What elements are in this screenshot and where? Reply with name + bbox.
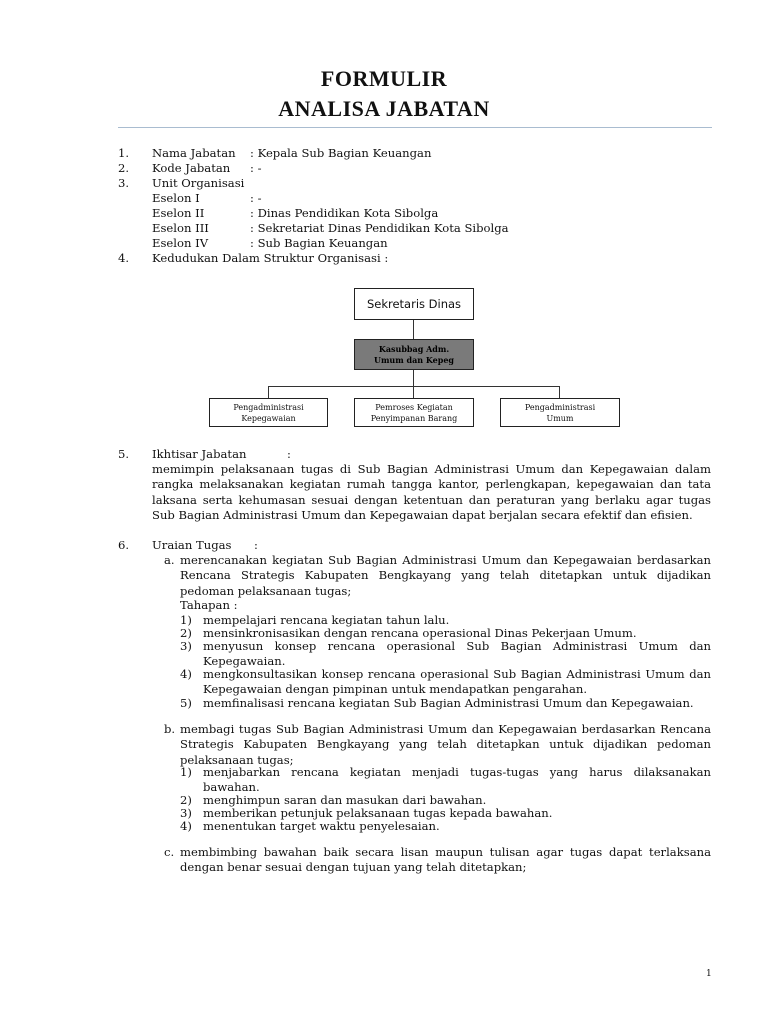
step-number: 5) <box>180 696 192 710</box>
section-number: 6. <box>118 538 130 552</box>
org-box-child-line1: Pemroses Kegiatan <box>375 403 453 412</box>
field-label-kedudukan: Kedudukan Dalam Struktur Organisasi : <box>152 251 389 265</box>
step-text: menjabarkan rencana kegiatan menjadi tugas-tugas yang harus dilaksanakan bawahan. <box>203 765 711 795</box>
org-box-child <box>500 398 620 427</box>
org-box-child <box>354 398 474 427</box>
section-number: 5. <box>118 447 130 461</box>
tahapan-label: Tahapan : <box>180 598 238 612</box>
field-value-eselon-2: : Dinas Pendidikan Kota Sibolga <box>250 206 439 220</box>
step-text: mengkonsultasikan konsep rencana operasional Sub Bagian Administrasi Umum dan Kepegawaian dengan pimpinan untuk mendapatkan pengarahan. <box>203 667 711 697</box>
task-c-text: membimbing bawahan baik secara lisan maupun tulisan agar tugas dapat terlaksana dengan benar sesuai dengan tujuan yang telah ditetapkan; <box>180 845 711 875</box>
item-number: 1. <box>118 146 130 160</box>
step-text: mempelajari rencana kegiatan tahun lalu. <box>203 613 450 627</box>
task-a-text: merencanakan kegiatan Sub Bagian Administrasi Umum dan Kepegawaian berdasarkan Rencana Strategis Kabupaten Bengkayang yang telah ditetapkan untuk dijadikan pedoman pelaksanaan tugas; <box>180 553 711 598</box>
step-text: menyusun konsep rencana operasional Sub Bagian Administrasi Umum dan Kepegawaian. <box>203 639 711 669</box>
field-label-eselon-2: Eselon II <box>152 206 205 220</box>
org-box-child <box>209 398 328 427</box>
org-box-child-line1: Pengadministrasi <box>233 403 304 412</box>
title-divider <box>118 127 712 128</box>
ikhtisar-text: memimpin pelaksanaan tugas di Sub Bagian Administrasi Umum dan Kepegawaian dalam rangka melaksanakan kegiatan rumah tangga kantor, perlengkapan, kepegawaian dan tata laksana serta kehumasan sesuai dengan ketentuan dan peraturan yang berlaku agar tugas Sub Bagian Administrasi Umum dan Kepegawaian dapat berjalan secara efektif dan efisien. <box>152 462 711 522</box>
org-box-kasubbag-line2: Umum dan Kepeg <box>373 355 455 365</box>
item-number: 4. <box>118 251 130 265</box>
task-b-text: membagi tugas Sub Bagian Administrasi Umum dan Kepegawaian berdasarkan Rencana Strategis Kabupaten Bengkayang yang telah ditetapkan untuk dijadikan pedoman pelaksanaan tugas; <box>180 722 711 767</box>
field-label-eselon-1: Eselon I <box>152 191 200 205</box>
form-title: FORMULIR <box>320 66 448 91</box>
item-number: 2. <box>118 161 130 175</box>
section-label-uraian: Uraian Tugas <box>152 538 232 552</box>
task-letter-c: c. <box>164 845 175 859</box>
org-connector <box>268 386 560 387</box>
org-box-child-line1: Pengadministrasi <box>524 403 596 412</box>
step-text: menghimpun saran dan masukan dari bawahan. <box>203 793 487 807</box>
org-box-kasubbag <box>354 339 474 370</box>
step-text: mensinkronisasikan dengan rencana operasional Dinas Pekerjaan Umum. <box>203 626 637 640</box>
step-number: 1) <box>180 765 192 779</box>
field-label-unit-organisasi: Unit Organisasi <box>152 176 245 190</box>
step-number: 4) <box>180 667 192 681</box>
form-subtitle: ANALISA JABATAN <box>278 96 490 121</box>
step-number: 3) <box>180 806 192 820</box>
org-box-child-line2: Penyimpanan Barang <box>370 414 458 423</box>
field-value-kode-jabatan: : - <box>250 161 262 175</box>
task-letter-a: a. <box>164 553 175 567</box>
step-text: menentukan target waktu penyelesaian. <box>203 819 440 833</box>
field-value-eselon-3: : Sekretariat Dinas Pendidikan Kota Sibolga <box>250 221 509 235</box>
field-label-eselon-3: Eselon III <box>152 221 209 235</box>
field-label-nama-jabatan: Nama Jabatan <box>152 146 236 160</box>
org-box-child-line2: Kepegawaian <box>241 414 296 423</box>
field-label-kode-jabatan: Kode Jabatan <box>152 161 231 175</box>
field-value-eselon-1: : - <box>250 191 262 205</box>
step-number: 2) <box>180 793 192 807</box>
field-value-nama-jabatan: : Kepala Sub Bagian Keuangan <box>250 146 432 160</box>
field-value-eselon-4: : Sub Bagian Keuangan <box>250 236 388 250</box>
step-number: 4) <box>180 819 192 833</box>
section-colon: : <box>287 447 291 461</box>
step-number: 3) <box>180 639 192 653</box>
section-label-ikhtisar: Ikhtisar Jabatan <box>152 447 247 461</box>
page-number: 1 <box>706 969 712 979</box>
org-connector <box>413 370 414 387</box>
org-box-sekretaris-dinas: Sekretaris Dinas <box>354 288 474 320</box>
step-text: memberikan petunjuk pelaksanaan tugas kepada bawahan. <box>203 806 553 820</box>
task-letter-b: b. <box>164 722 176 736</box>
field-label-eselon-4: Eselon IV <box>152 236 209 250</box>
org-box-kasubbag-line1: Kasubbag Adm. <box>378 344 450 354</box>
item-number: 3. <box>118 176 130 190</box>
section-colon: : <box>254 538 258 552</box>
step-number: 2) <box>180 626 192 640</box>
step-text: memfinalisasi rencana kegiatan Sub Bagian Administrasi Umum dan Kepegawaian. <box>203 696 694 710</box>
org-connector <box>413 320 414 339</box>
org-box-child-line2: Umum <box>546 414 574 423</box>
step-number: 1) <box>180 613 192 627</box>
